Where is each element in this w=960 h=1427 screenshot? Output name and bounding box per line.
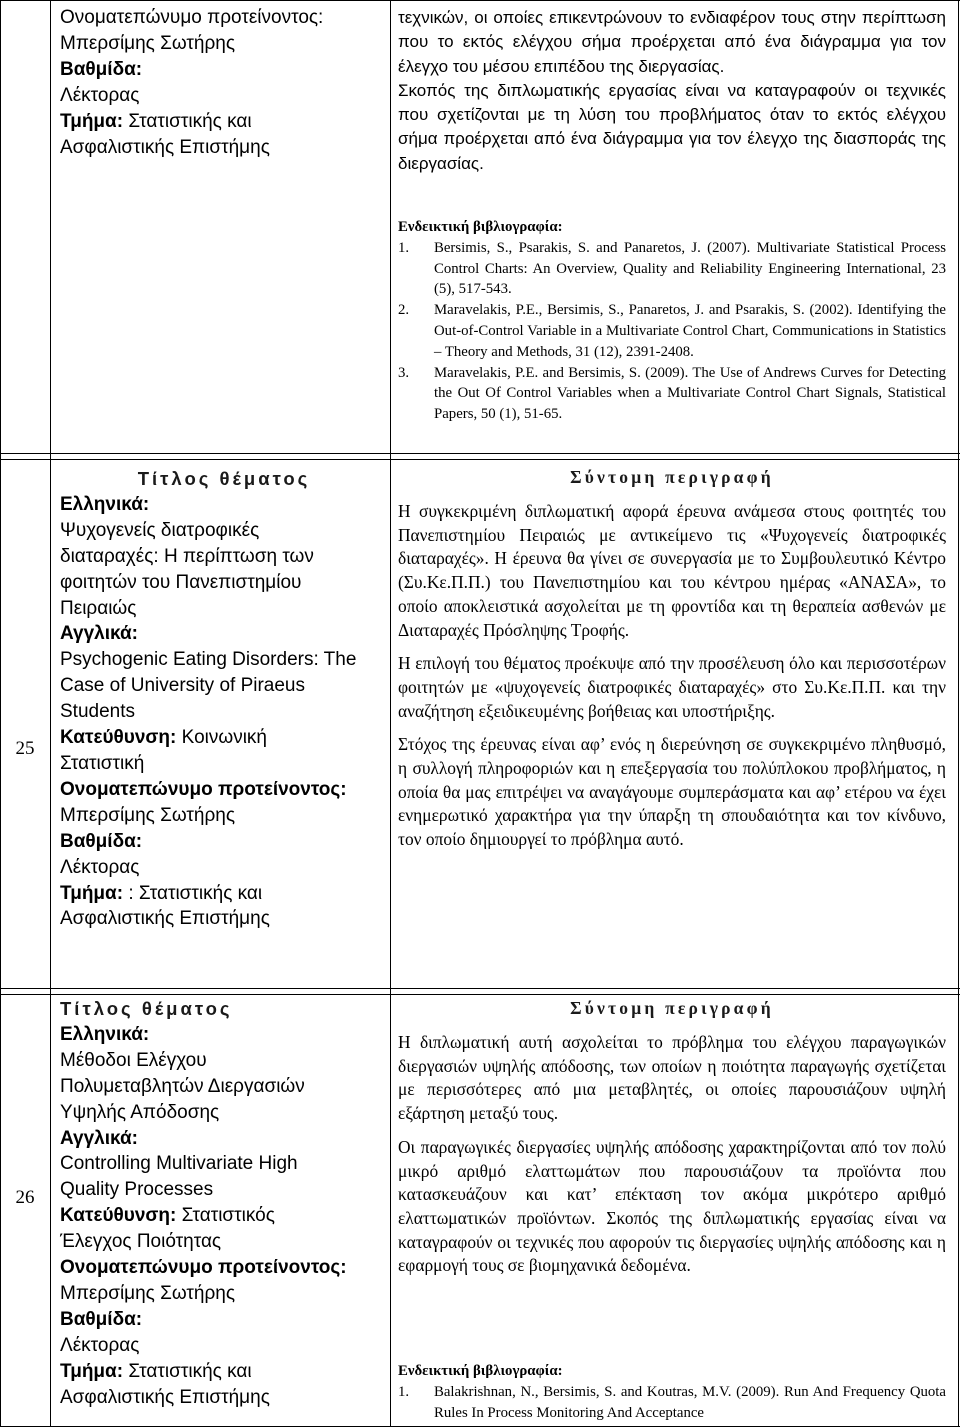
english-title-line: Case of University of Piraeus (60, 675, 305, 697)
direction-value: Κοινωνική (176, 727, 267, 749)
department-line (60, 881, 388, 907)
rank-value: Λέκτορας (60, 1334, 140, 1356)
row-divider-2 (0, 988, 960, 989)
rank-value: Λέκτορας (60, 856, 140, 878)
rank-label: Βαθμίδα: (60, 1308, 143, 1330)
proposer-name: Μπερσίμης Σωτήρης (60, 1282, 236, 1304)
direction-label: Κατεύθυνση: (60, 727, 177, 749)
english-label: Αγγλικά: (60, 1127, 138, 1149)
reference-number: 2. (398, 302, 410, 319)
department-label: Τμήμα: (60, 882, 124, 904)
proposer-name: Μπερσίμης Σωτήρης (60, 804, 236, 826)
reference-text: Maravelakis, P.E. and Bersimis, S. (2009). The Use of Andrews Curves for Detecting the Out Of Control Variables when a Multivariate Control Chart Signals, Statistical Papers, 50 (1), 51-65. (434, 364, 946, 423)
direction-value-cont: Στατιστική (60, 752, 145, 774)
row26-bibliography (398, 1361, 946, 1423)
department-value: Στατιστικής και (123, 110, 252, 132)
department-value: : Στατιστικής και (123, 882, 263, 904)
summary-heading: Σύντομη περιγραφή (570, 998, 774, 1018)
direction-line (60, 725, 388, 751)
row26-summary (398, 1031, 946, 1288)
reference-item (398, 300, 946, 362)
summary-paragraph: Στόχος της έρευνας είναι αφ’ ενός η διερεύνηση σε συγκεκριμένο πληθυσμό, η συλλογή πληροφοριών και η επεξεργασία του πολύπλοκου προβλήματος, η οποία θα μας επιτρέψει να αναγάγουμε συμπεράσματα και αφ’ ετέρου να έχει ενημερωτικό χαρακτήρα για την ύπαρξη τη σπουδαιότητα και τον κίνδυνο, τον οποίο δημιουργεί το πρόβλημα αυτό. (398, 734, 946, 850)
row-divider-2b (0, 994, 960, 995)
summary-paragraph: Η επιλογή του θέματος προέκυψε από την προσέλευση όλο και περισσοτέρων φοιτητών με «ψυχογενείς διατροφικές διαταραχές» στο Συ.Κε.Π.Π. και την αναζήτηση εξειδικευμένης βοήθειας και υποστήριξης. (398, 653, 946, 721)
proposer-name: Μπερσίμης Σωτήρης (60, 32, 236, 54)
proposer-label: Ονοματεπώνυμο προτείνοντος: (60, 778, 347, 800)
english-title-line: Controlling Multivariate High (60, 1153, 298, 1175)
direction-value: Στατιστικός (176, 1205, 275, 1227)
department-label: Τμήμα: (60, 1360, 124, 1382)
row26-topic-info (60, 996, 388, 1411)
summary-paragraph: Η διπλωματική αυτή ασχολείται το πρόβλημα του ελέγχου παραγωγικών διεργασιών υψηλής απόδοσης, των οποίων η ποιότητα παραγωγής σχετίζεται με περισσότερες από μια μεταβλητές, οι οποίες παρουσιάζουν υψηλή εξάρτηση μεταξύ τους. (398, 1032, 946, 1124)
row-divider-1 (0, 453, 960, 454)
rank-value: Λέκτορας (60, 84, 140, 106)
english-title-line: Quality Processes (60, 1179, 214, 1201)
greek-title-line: Ψυχογενείς διατροφικές (60, 519, 260, 541)
department-value: Στατιστικής και (123, 1360, 252, 1382)
summary-heading: Σύντομη περιγραφή (570, 467, 774, 487)
greek-label: Ελληνικά: (60, 1023, 150, 1045)
greek-title-line: Υψηλής Απόδοσης (60, 1101, 220, 1123)
reference-item (398, 238, 946, 300)
reference-number: 1. (398, 1383, 410, 1400)
direction-value-cont: Έλεγχος Ποιότητας (60, 1231, 222, 1253)
summary-paragraph: Οι παραγωγικές διεργασίες υψηλής απόδοσης χαρακτηρίζονται από τον πολύ μικρό αριθμό ελαττωμάτων που παρουσιάζουν τα προϊόντα που κατασκευάζουν και κατ’ επέκταση τον ακόμα μικρότερο αριθμό ελαττωματικών προϊόντων. Σκοπός της διπλωματικής εργασίας είναι να καταγραφούν οι τεχνικές που αφορούν τις διεργασίες υψηλής απόδοσης και η εφαρμογή τους σε βιομηχανικά δεδομένα. (398, 1136, 946, 1276)
greek-title-line: Πειραιώς (60, 597, 137, 619)
rank-label: Βαθμίδα: (60, 830, 143, 852)
greek-title-line: Μέθοδοι Ελέγχου (60, 1049, 207, 1071)
greek-title-line: φοιτητών του Πανεπιστημίου (60, 571, 302, 593)
title-heading: Τίτλος θέματος (60, 998, 233, 1019)
reference-item (398, 1382, 946, 1424)
table-border-top (0, 0, 960, 1)
reference-item (398, 363, 946, 425)
table-border-left (0, 0, 1, 1427)
department-line (60, 109, 388, 135)
reference-text: Maravelakis, P.E., Bersimis, S., Panaretos, J. and Psarakis, S. (2002). Identifying the Out-of-Control Variable in a Multivariate Control Chart, Communications in Statistics – Theory and Methods, 31 (12), 2391-2408. (434, 302, 946, 360)
direction-label: Κατεύθυνση: (60, 1205, 177, 1227)
row-number: 26 (15, 1187, 35, 1208)
greek-title-line: Πολυμεταβλητών Διεργασιών (60, 1075, 305, 1097)
prev-row-bibliography (398, 217, 946, 425)
prev-row-description (398, 6, 946, 176)
table-divider-col2 (390, 0, 391, 1427)
greek-title-line: διαταραχές: Η περίπτωση των (60, 545, 314, 567)
department-value-cont: Ασφαλιστικής Επιστήμης (60, 908, 270, 930)
row-divider-1b (0, 459, 960, 460)
reference-number: 3. (398, 364, 410, 381)
row25-summary (398, 500, 946, 862)
row25-topic-info (60, 466, 388, 932)
bibliography-heading: Ενδεικτική βιβλιογραφία: (398, 1363, 563, 1379)
row-number: 25 (15, 738, 35, 759)
description-paragraph: Σκοπός της διπλωματικής εργασίας είναι να καταγραφούν οι τεχνικές που σχετίζονται με τη λύση του προβλήματος όταν το εκτός ελέγχου σήμα προέρχεται από ένα διάγραμμα για τον έλεγχο της διασποράς της διεργασίας. (398, 80, 946, 173)
reference-text: Balakrishnan, N., Bersimis, S. and Koutras, M.V. (2009). Run And Frequency Quota Rules In Process Monitoring And Acceptance (434, 1383, 946, 1421)
description-paragraph: τεχνικών, οι οποίες επικεντρώνουν το ενδιαφέρον τους στην περίπτωση που το εκτός ελέγχου σήμα προέρχεται από ένα διάγραμμα για τον έλεγχο του μέσου επιπέδου της διεργασίας. (398, 8, 946, 76)
reference-number: 1. (398, 239, 410, 256)
english-label: Αγγλικά: (60, 623, 138, 645)
english-title-line: Students (60, 701, 135, 723)
summary-paragraph: Η συγκεκριμένη διπλωματική αφορά έρευνα ανάμεσα στους φοιτητές του Πανεπιστημίου Πειραιώς με αντικείμενο τις «Ψυχογενείς διατροφικές διαταραχές». Η έρευνα θα γίνει σε συνεργασία με το Συμβουλευτικό Κέντρο (Συ.Κε.Π.Π.) του Πανεπιστημίου και του κέντρου ημέρας «ΑΝΑΣΑ», το οποίο αποκλειστικά ασχολείται με τη φροντίδα και τη θεραπεία ασθενών με Διαταραχές Πρόσληψης Τροφής. (398, 501, 946, 640)
department-value-cont: Ασφαλιστικής Επιστήμης (60, 136, 270, 158)
rank-label: Βαθμίδα: (60, 58, 143, 80)
greek-label: Ελληνικά: (60, 493, 150, 515)
direction-line (60, 1203, 388, 1229)
proposer-label: Ονοματεπώνυμο προτείνοντος: (60, 7, 324, 28)
department-label: Τμήμα: (60, 110, 124, 132)
table-divider-col1 (50, 0, 51, 1427)
department-line (60, 1359, 388, 1385)
reference-text: Bersimis, S., Psarakis, S. and Panaretos, J. (2007). Multivariate Statistical Process Control Charts: An Overview, Quality and Reliability Engineering International, 23 (5), 517-543. (434, 239, 946, 298)
bibliography-heading: Ενδεικτική βιβλιογραφία: (398, 219, 563, 235)
prev-row-proposer-info (60, 5, 388, 160)
proposer-label: Ονοματεπώνυμο προτείνοντος: (60, 1257, 347, 1279)
department-value-cont: Ασφαλιστικής Επιστήμης (60, 1386, 270, 1408)
title-heading: Τίτλος θέματος (137, 468, 311, 489)
english-title-line: Psychogenic Eating Disorders: The (60, 649, 357, 671)
table-border-right (958, 0, 959, 1427)
